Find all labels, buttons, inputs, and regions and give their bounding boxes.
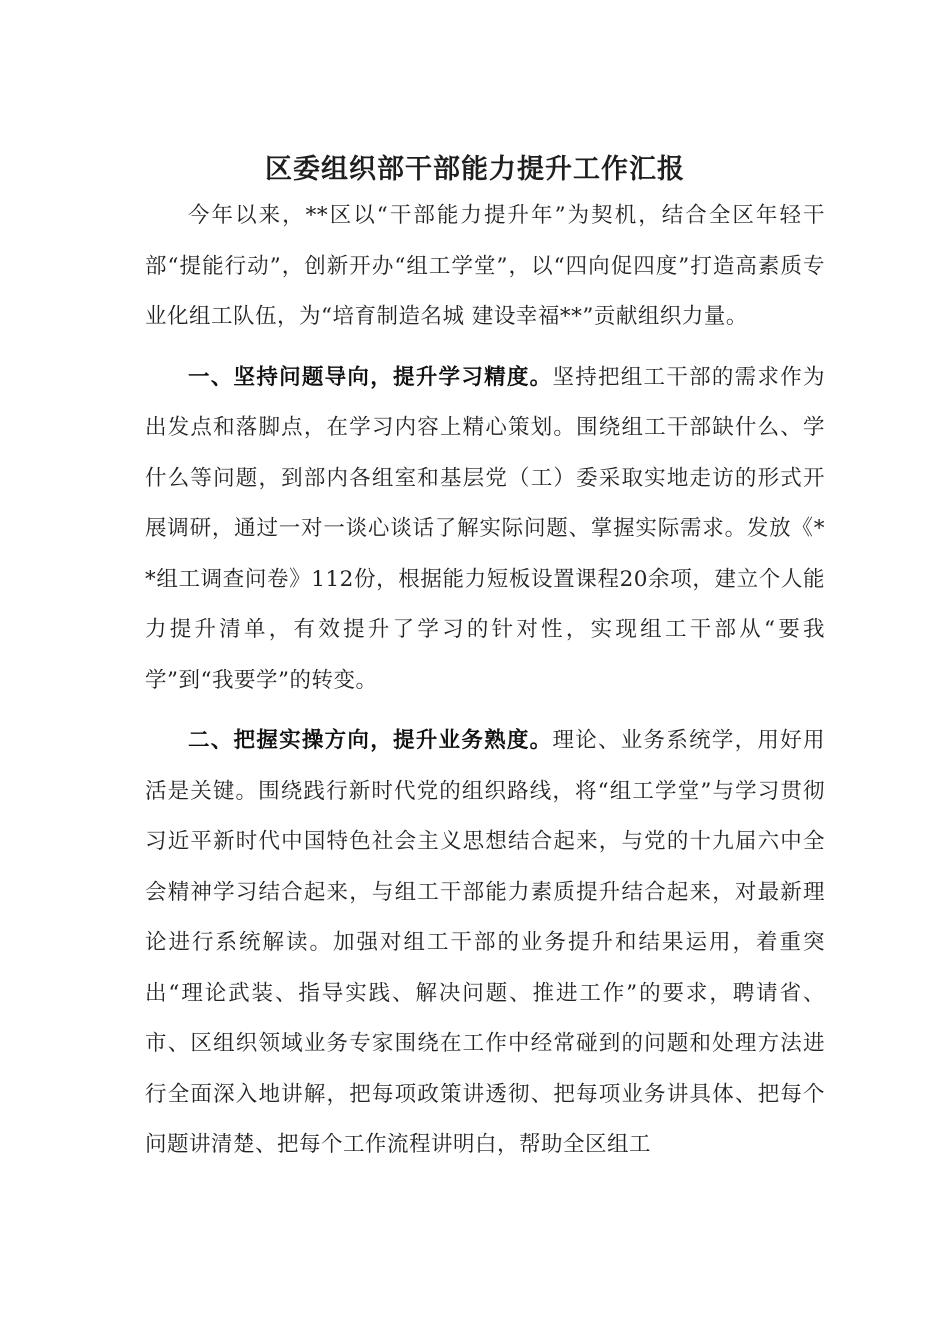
paragraph-text: 坚持把组工干部的需求作为出发点和落脚点，在学习内容上精心策划。围绕组工干部缺什么、学什么等问题，到部内各组室和基层党（工）委采取实地走访的形式开展调研，通过一对一谈心谈话了解实际问题、掌握实际需求。发放《**组工调查问卷》112份，根据能力短板设置课程20余项，建立个人能力提升清单，有效提升了学习的针对性，实现组工干部从“要我学”到“我要学”的转变。 [145,364,825,693]
section-heading: 二、把握实操方向，提升业务熟度。 [188,728,553,753]
document-title: 区委组织部干部能力提升工作汇报 [265,154,685,186]
document-body [145,191,825,1171]
paragraph-text: 理论、业务系统学，用好用活是关键。围绕践行新时代党的组织路线，将“组工学堂”与学习贯彻习近平新时代中国特色社会主义思想结合起来，与党的十九届六中全会精神学习结合起来，与组工干部能力素质提升结合起来，对最新理论进行系统解读。加强对组工干部的业务提升和结果运用，着重突出“理论武装、指导实践、解决问题、推进工作”的要求，聘请省、市、区组织领域业务专家围绕在工作中经常碰到的问题和处理方法进行全面深入地讲解，把每项政策讲透彻、把每项业务讲具体、把每个问题讲清楚、把每个工作流程讲明白，帮助全区组工 [145,728,825,1157]
paragraph-text: 今年以来，**区以“干部能力提升年”为契机，结合全区年轻干部“提能行动”，创新开办“组工学堂”，以“四向促四度”打造高素质专业化组工队伍，为“培育制造名城 建设幸福**”贡献组织力量。 [145,203,825,329]
paragraph-section-one [145,353,825,707]
paragraph-intro [145,191,825,343]
paragraph-section-two [145,716,825,1171]
section-heading: 一、坚持问题导向，提升学习精度。 [188,364,553,390]
